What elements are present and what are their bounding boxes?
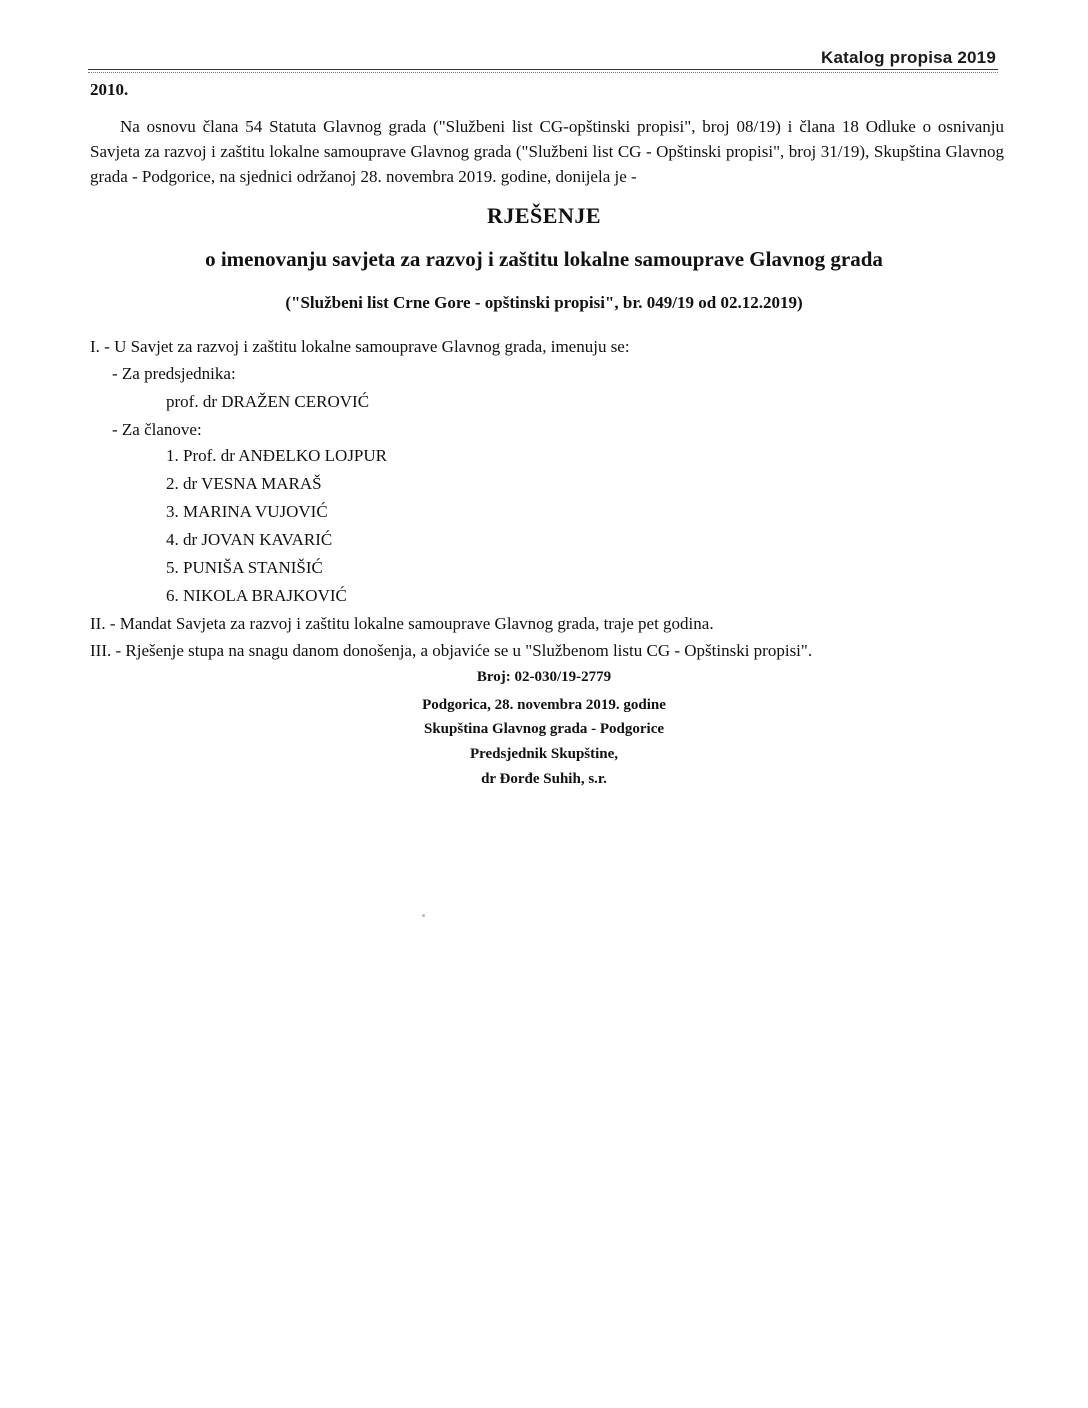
section-3-text: III. - Rješenje stupa na snagu danom donošenja, a objaviće se u "Službenom listu CG - Opštinski propisi". (90, 641, 813, 660)
president-label: - Za predsjednika: (112, 364, 236, 383)
signatory-name: dr Đorđe Suhih, s.r. (481, 771, 607, 787)
member-item: 6. NIKOLA BRAJKOVIĆ (166, 586, 347, 605)
catalog-header-title: Katalog propisa 2019 (820, 48, 996, 67)
president-name: prof. dr DRAŽEN CEROVIĆ (166, 392, 370, 411)
header-divider (88, 69, 998, 70)
member-item: 1. Prof. dr ANĐELKO LOJPUR (166, 446, 387, 465)
header-divider-dotted (88, 72, 998, 73)
scan-speck (422, 914, 425, 917)
place-date: Podgorica, 28. novembra 2019. godine (422, 697, 666, 713)
member-item: 5. PUNIŠA STANIŠIĆ (166, 558, 323, 577)
section-2-text: II. - Mandat Savjeta za razvoj i zaštitu lokalne samouprave Glavnog grada, traje pet godina. (90, 614, 714, 633)
intro-paragraph: Na osnovu člana 54 Statuta Glavnog grada ("Službeni list CG-opštinski propisi", broj 08/19) i člana 18 Odluke o osnivanju Savjeta za razvoj i zaštitu lokalne samouprave Glavnog grada ("Službeni list CG - Opštinski propisi", broj 31/19), Skupština Glavnog grada - Podgorice, na sjednici održanoj 28. novembra 2019. godine, donijela je - (90, 117, 1004, 186)
document-subtitle: o imenovanju savjeta za razvoj i zaštitu lokalne samouprave Glavnog grada (205, 247, 883, 271)
signatory-role: Predsjednik Skupštine, (469, 746, 619, 762)
member-item: 2. dr VESNA MARAŠ (166, 474, 322, 493)
decision-number: Broj: 02-030/19-2779 (476, 669, 612, 685)
member-item: 3. MARINA VUJOVIĆ (166, 502, 328, 521)
member-item: 4. dr JOVAN KAVARIĆ (166, 530, 333, 549)
document-source: ("Službeni list Crne Gore - opštinski propisi", br. 049/19 od 02.12.2019) (285, 293, 803, 312)
document-number: 2010. (90, 80, 129, 99)
members-label: - Za članove: (112, 420, 202, 439)
document-title: RJEŠENJE (486, 203, 602, 228)
section-1-text: I. - U Savjet za razvoj i zaštitu lokalne samouprave Glavnog grada, imenuju se: (90, 337, 630, 356)
assembly-name: Skupština Glavnog grada - Podgorice (423, 721, 665, 737)
